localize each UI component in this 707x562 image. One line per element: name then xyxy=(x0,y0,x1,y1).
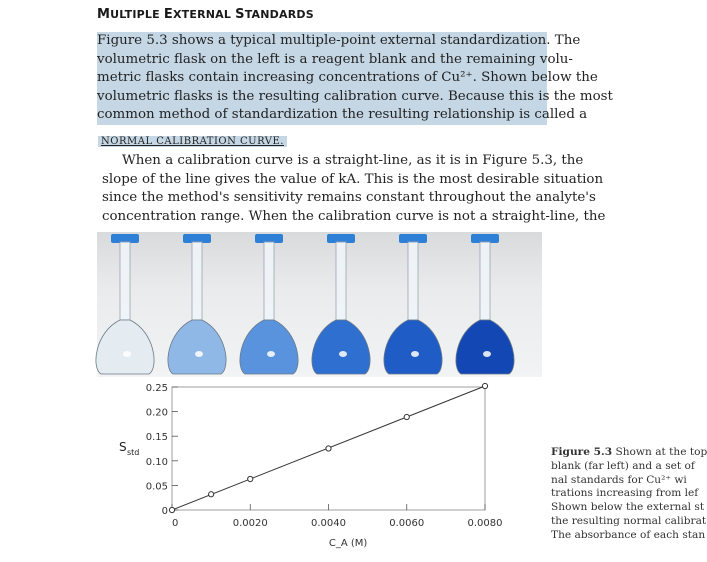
x-tick-label: 0 xyxy=(172,518,179,529)
y-tick-label: 0.05 xyxy=(145,481,168,493)
flask-body xyxy=(456,320,514,374)
body-line: When a calibration curve is a straight-line, as it is in Figure 5.3, the xyxy=(122,153,584,168)
flask-highlight xyxy=(483,351,491,357)
highlighted-line: volumetric flasks is the resulting calibration curve. Because this is the most xyxy=(97,88,547,107)
flask-neck xyxy=(408,242,418,320)
caption-line: blank (far left) and a set of xyxy=(551,459,695,472)
calibration-curve-plot xyxy=(97,375,542,558)
caption-line: Figure 5.3 Shown at the top xyxy=(551,446,707,458)
volumetric-flask xyxy=(456,234,514,374)
volumetric-flask xyxy=(312,234,370,374)
y-tick-label: 0.15 xyxy=(145,432,168,444)
flask-body xyxy=(96,320,154,374)
volumetric-flask xyxy=(168,234,226,374)
x-axis-label: C_A (M) xyxy=(328,538,368,549)
y-axis-label-subscript: std xyxy=(127,448,140,457)
data-point xyxy=(482,383,487,388)
x-tick-label: 0.0040 xyxy=(311,518,346,529)
flask-body xyxy=(168,320,226,374)
flask-body xyxy=(384,320,442,374)
flask-highlight xyxy=(267,351,275,357)
flask-highlight xyxy=(411,351,419,357)
flask-neck xyxy=(336,242,346,320)
data-point xyxy=(209,492,214,497)
data-point xyxy=(326,446,331,451)
caption-line: the resulting normal calibrat xyxy=(551,514,707,527)
volumetric-flask xyxy=(96,234,154,374)
flask-neck xyxy=(192,242,202,320)
volumetric-flask xyxy=(384,234,442,374)
y-tick-label: 0.10 xyxy=(145,456,168,468)
flask-body xyxy=(312,320,370,374)
flask-highlight xyxy=(123,351,131,357)
flask-neck xyxy=(120,242,130,320)
x-tick-label: 0.0020 xyxy=(232,518,268,529)
highlighted-line: volumetric flask on the left is a reagent blank and the remaining volu- xyxy=(97,51,547,70)
body-line: concentration range. When the calibration curve is not a straight-line, the xyxy=(102,208,606,224)
flasks-illustration xyxy=(97,232,542,377)
flask-body xyxy=(240,320,298,374)
flask-neck xyxy=(264,242,274,320)
x-tick-label: 0.0080 xyxy=(467,518,503,529)
y-tick-label: 0 xyxy=(161,506,168,517)
caption-line: The absorbance of each stan xyxy=(551,528,706,541)
section-heading: MULTIPLE EXTERNAL STANDARDS xyxy=(97,7,314,22)
highlighted-line: common method of standardization the resulting relationship is called a xyxy=(97,106,547,125)
flask-photo xyxy=(97,232,542,377)
data-point xyxy=(404,414,409,419)
body-paragraph xyxy=(102,152,606,226)
volumetric-flask xyxy=(240,234,298,374)
y-tick-label: 0.20 xyxy=(145,407,168,419)
highlighted-paragraph xyxy=(97,32,613,125)
y-tick-label: 0.25 xyxy=(145,383,168,394)
highlighted-line: metric flasks contain increasing concentrations of Cu²⁺. Shown below the xyxy=(97,69,547,88)
caption-line: Shown below the external st xyxy=(551,501,705,514)
key-term: NORMAL CALIBRATION CURVE. xyxy=(98,136,287,147)
data-point xyxy=(248,476,253,481)
caption-line: nal standards for Cu²⁺ wi xyxy=(551,473,687,486)
highlighted-line: Figure 5.3 shows a typical multiple-point external standardization. The xyxy=(97,32,547,51)
flask-highlight xyxy=(195,351,203,357)
calibration-chart xyxy=(97,375,542,558)
flask-neck xyxy=(480,242,490,320)
body-line: since the method's sensitivity remains constant throughout the analyte's xyxy=(102,190,596,206)
x-tick-label: 0.0060 xyxy=(389,518,425,529)
data-point xyxy=(169,507,174,512)
y-axis-label: S xyxy=(119,440,127,454)
body-line: slope of the line gives the value of kA. This is the most desirable situation xyxy=(102,171,604,187)
caption-line: trations increasing from lef xyxy=(551,487,699,500)
flask-highlight xyxy=(339,351,347,357)
figure-caption xyxy=(551,446,707,543)
